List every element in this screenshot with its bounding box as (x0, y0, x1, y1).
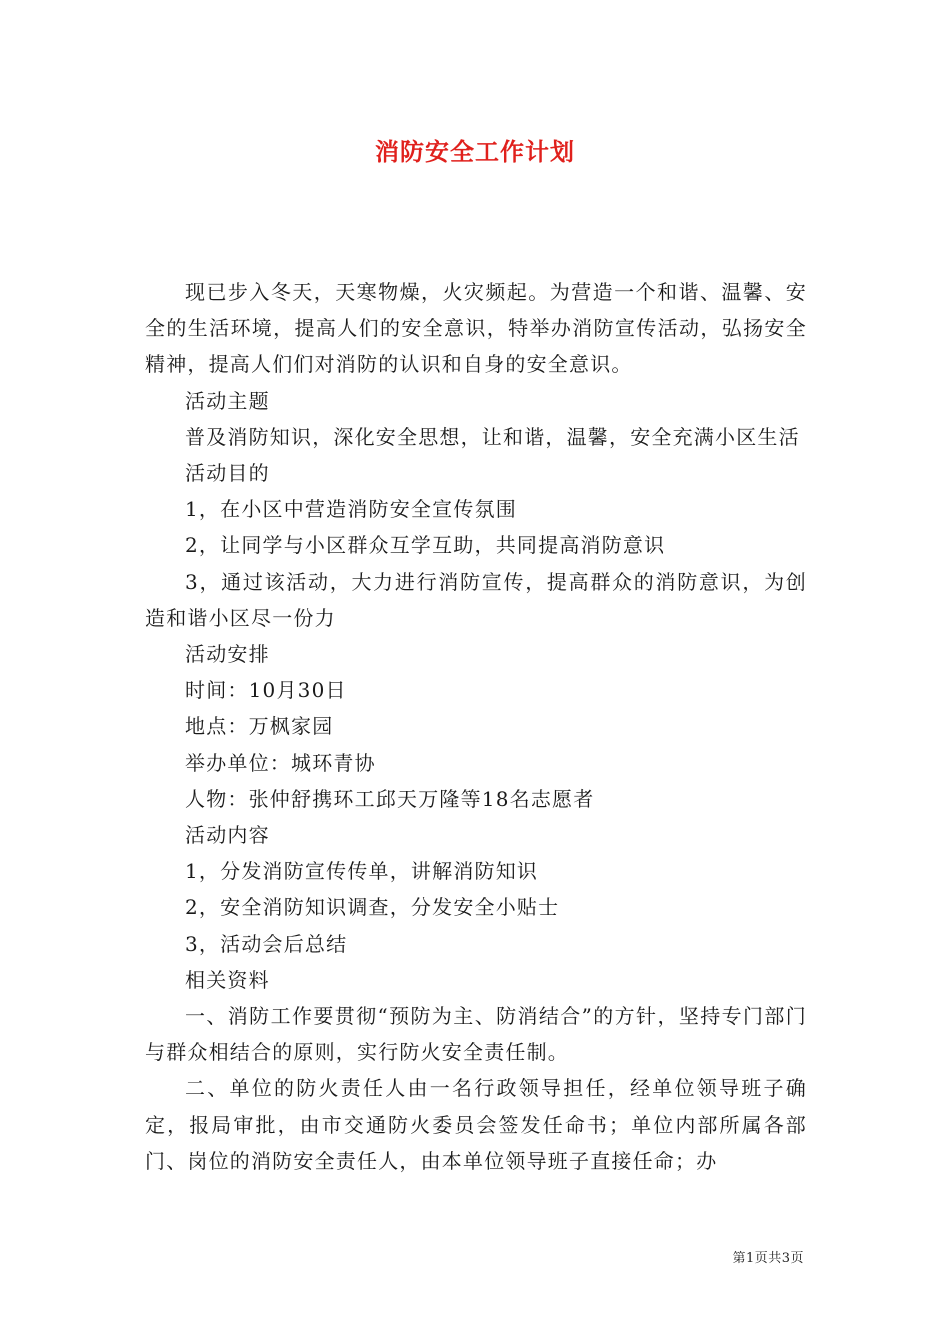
content-item-3: 3，活动会后总结 (185, 931, 348, 956)
purpose-item-1: 1，在小区中营造消防安全宣传氛围 (185, 497, 517, 522)
heading-activity-theme: 活动主题 (185, 388, 270, 413)
heading-related-material: 相关资料 (185, 967, 270, 992)
content-item-1: 1，分发消防宣传传单，讲解消防知识 (185, 859, 539, 884)
material-paragraph-1: 一、消防工作要贯彻“预防为主、防消结合”的方针，坚持专门部门与群众相结合的原则，实行防火安全责任制。 (145, 1004, 807, 1065)
page-number: 第1页共3页 (732, 1251, 804, 1266)
purpose-item-2: 2，让同学与小区群众互学互助，共同提高消防意识 (185, 533, 666, 558)
document-body (145, 274, 807, 1179)
arrangement-time: 时间：10月30日 (185, 678, 347, 703)
heading-activity-content: 活动内容 (185, 823, 270, 848)
purpose-item-3: 3，通过该活动，大力进行消防宣传，提高群众的消防意识，为创造和谐小区尽一份力 (145, 569, 807, 630)
arrangement-organizer: 举办单位：城环青协 (185, 750, 376, 775)
document-title: 消防安全工作计划 (375, 137, 575, 166)
content-item-2: 2，安全消防知识调查，分发安全小贴士 (185, 895, 560, 920)
arrangement-people: 人物：张仲舒携环工邱天万隆等18名志愿者 (185, 786, 595, 811)
material-paragraph-2: 二、单位的防火责任人由一名行政领导担任，经单位领导班子确定，报局审批，由市交通防火委员会签发任命书；单位内部所属各部门、岗位的消防安全责任人，由本单位领导班子直接任命；办 (145, 1076, 807, 1173)
paragraph-intro: 现已步入冬天，天寒物燥，火灾频起。为营造一个和谐、温馨、安全的生活环境，提高人们的安全意识，特举办消防宣传活动，弘扬安全精神，提高人们们对消防的认识和自身的安全意识。 (145, 280, 807, 377)
paragraph-theme: 普及消防知识，深化安全思想，让和谐，温馨，安全充满小区生活 (185, 424, 800, 449)
heading-activity-arrangement: 活动安排 (185, 642, 270, 667)
arrangement-place: 地点：万枫家园 (185, 714, 334, 739)
heading-activity-purpose: 活动目的 (185, 461, 270, 486)
